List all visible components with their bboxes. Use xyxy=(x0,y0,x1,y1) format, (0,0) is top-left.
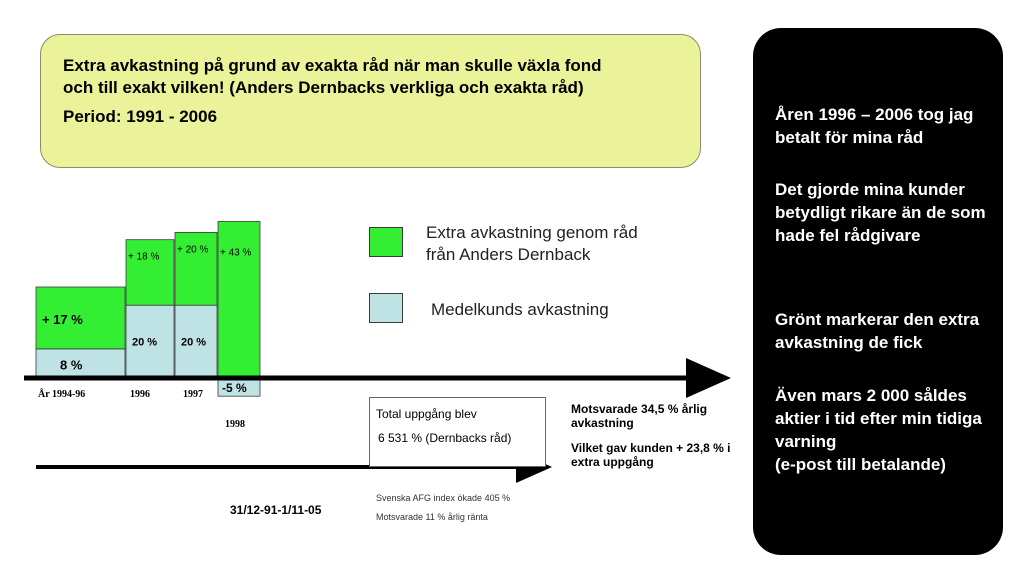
title-line-1: Extra avkastning på grund av exakta råd när man skulle växla fond xyxy=(63,56,602,75)
bar-average-label-3: -5 % xyxy=(222,381,247,396)
bar-extra-label-3: + 43 % xyxy=(220,247,252,259)
legend-label-extra-line1: Extra avkastning genom råd xyxy=(426,223,638,242)
legend-label-extra-line2: från Anders Dernback xyxy=(426,245,591,264)
bar-extra-label-1: + 18 % xyxy=(128,251,160,263)
bar-extra-label-2: + 20 % xyxy=(177,244,209,256)
bar-extra-label-0: + 17 % xyxy=(42,311,83,327)
date-range: 31/12-91-1/11-05 xyxy=(230,503,322,517)
legend-label-avg: Medelkunds avkastning xyxy=(431,300,609,319)
afg-index-note: Svenska AFG index ökade 405 % xyxy=(376,493,511,503)
side-panel xyxy=(753,28,1003,555)
side-text-2: Det gjorde mina kunder betydligt rikare än de som hade fel rådgivare xyxy=(775,180,986,245)
side-text-1: Åren 1996 – 2006 tog jag betalt för mina råd xyxy=(775,105,974,147)
period-label: Period: 1991 - 2006 xyxy=(63,107,218,126)
rate-note: Motsvarade 11 % årlig ränta xyxy=(376,512,488,522)
side-text-3: Grönt markerar den extra avkastning de fick xyxy=(775,310,980,352)
bar-average-label-0: 8 % xyxy=(60,357,83,373)
bar-extra-1 xyxy=(126,240,174,306)
bar-average-label-1: 20 % xyxy=(132,336,158,349)
side-text-4: Även mars 2 000 såldes aktier i tid efter min tidiga varning xyxy=(775,386,982,451)
category-label-0: År 1994-96 xyxy=(38,389,86,400)
note-annual-2: avkastning xyxy=(571,416,634,430)
total-box xyxy=(369,397,546,467)
side-text-5: (e-post till betalande) xyxy=(775,455,946,474)
legend-swatch-extra xyxy=(369,227,403,257)
note-extra-1: Vilket gav kunden + 23,8 % i xyxy=(571,441,731,455)
legend-swatch-avg xyxy=(369,293,403,323)
total-value: 6 531 % (Dernbacks råd) xyxy=(378,431,512,445)
category-label-2: 1997 xyxy=(183,389,203,400)
category-label-3: 1998 xyxy=(225,419,245,430)
note-annual-1: Motsvarade 34,5 % årlig xyxy=(571,402,708,416)
bar-extra-3 xyxy=(218,221,260,378)
total-title: Total uppgång blev xyxy=(376,407,477,421)
title-line-2: och till exakt vilken! (Anders Dernbacks verkliga och exakta råd) xyxy=(63,78,584,97)
legend-label-extra xyxy=(426,222,638,266)
bar-average-label-2: 20 % xyxy=(181,336,207,349)
category-label-1: 1996 xyxy=(130,389,150,400)
bar-group xyxy=(36,221,260,396)
bar-extra-2 xyxy=(175,232,217,305)
note-extra-2: extra uppgång xyxy=(571,455,654,469)
category-labels xyxy=(38,388,245,430)
